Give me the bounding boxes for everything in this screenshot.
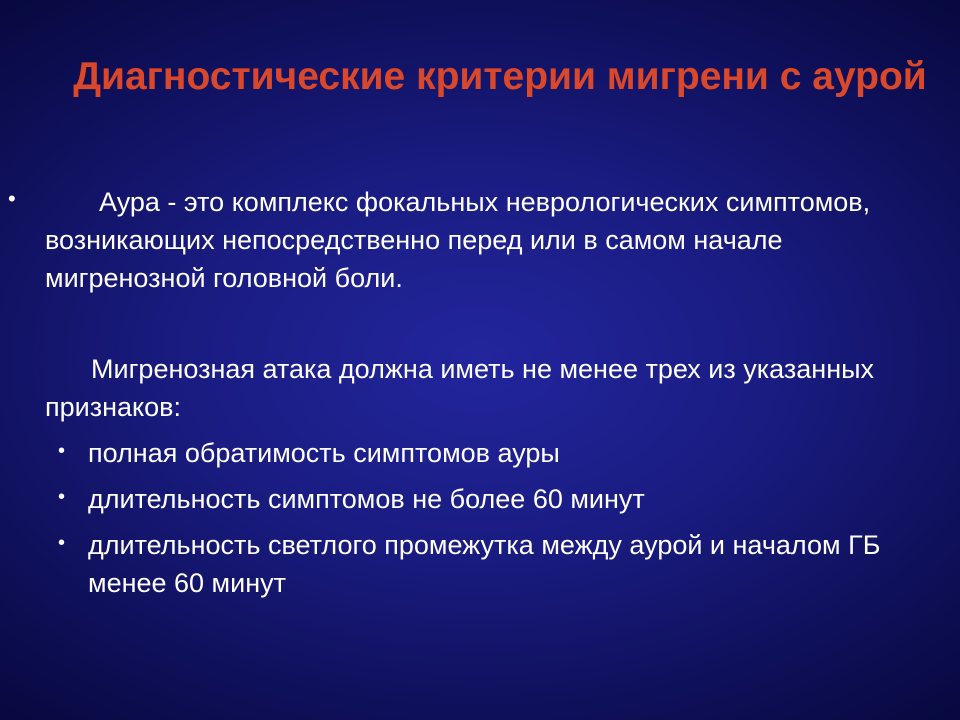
criteria-item-text: длительность светлого промежутка между аурой и началом ГБ менее 60 минут <box>88 530 881 598</box>
criteria-item <box>0 526 888 602</box>
criteria-item-text: длительность симптомов не более 60 минут <box>88 484 645 514</box>
criteria-intro: Мигренозная атака должна иметь не менее трех из указанных признаков: <box>45 354 875 422</box>
criteria-list <box>0 434 960 610</box>
bullet-icon: • <box>58 532 66 554</box>
definition-paragraph: Аура - это комплекс фокальных неврологических симптомов, возникающих непосредственно перед или в самом начале мигренозной головной боли. <box>45 187 871 293</box>
criteria-item <box>0 480 888 518</box>
criteria-item-text: полная обратимость симптомов ауры <box>88 438 560 468</box>
slide-title: Диагностические критерии мигрени с аурой <box>73 55 927 98</box>
criteria-item <box>0 434 888 472</box>
bullet-icon: • <box>8 186 16 211</box>
bullet-icon: • <box>58 486 66 508</box>
bullet-icon: • <box>58 440 66 462</box>
